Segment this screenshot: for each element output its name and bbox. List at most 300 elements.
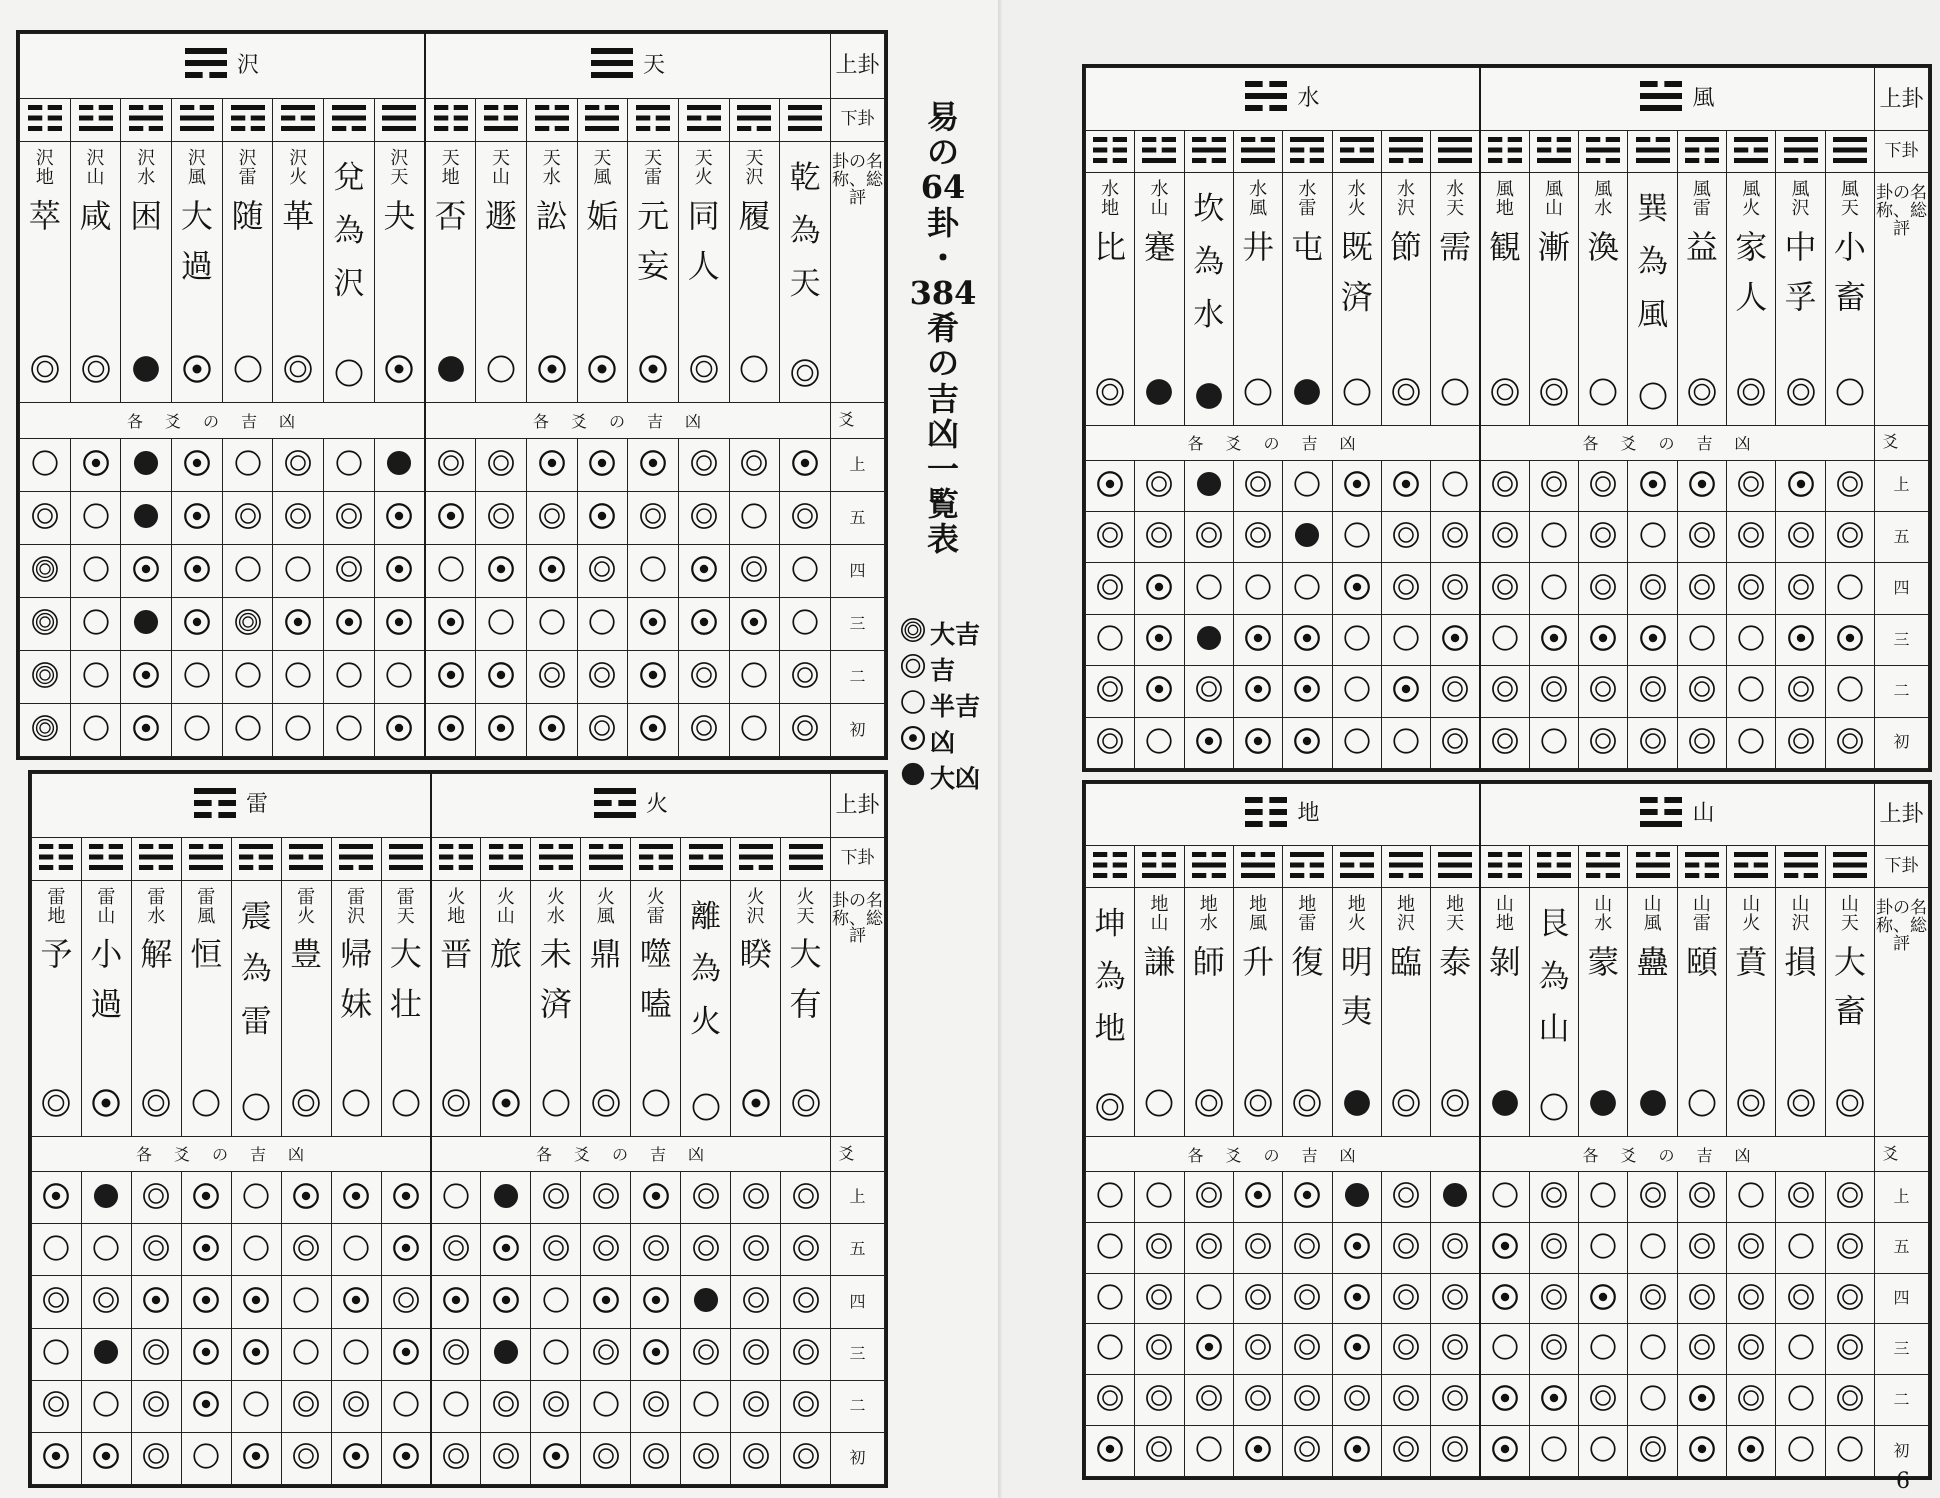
hexagram-name: 訟: [535, 197, 568, 236]
hexagram-cell: [1233, 173, 1282, 425]
trigram-pair-label: 水 沢: [1397, 179, 1416, 220]
kyo-symbol-icon: [385, 555, 413, 583]
kyo-symbol-icon: [1787, 624, 1815, 652]
yao-rating-cell: [1283, 460, 1332, 511]
hankichi-symbol-icon: [1145, 727, 1173, 755]
yao-rating-cell: [1184, 1172, 1233, 1223]
trigram-pair-label: 山 水: [1594, 893, 1613, 934]
hexagram-cell: [1086, 173, 1135, 425]
hexagram-cell: [1431, 173, 1480, 425]
hexagram-name: 豊: [290, 935, 323, 974]
kichi-symbol-icon: [639, 502, 667, 530]
hexagram-name: 師: [1192, 942, 1225, 981]
overall-rating: [1194, 1088, 1224, 1122]
kyo-symbol-icon: [183, 608, 211, 636]
yao-rating-cell: [231, 1432, 281, 1484]
line-label: 五: [831, 491, 885, 544]
kichi-symbol-icon: [292, 1390, 320, 1418]
hankichi-symbol-icon: [292, 1286, 320, 1314]
yao-rating-cell: [231, 1172, 281, 1224]
legend-label: 大凶: [930, 764, 981, 793]
hankichi-symbol-icon: [1836, 573, 1864, 601]
yao-rating-cell: [1184, 460, 1233, 511]
hankichi-symbol-icon: [1491, 624, 1519, 652]
yao-rating-cell: [81, 1328, 131, 1380]
kichi-symbol-icon: [1441, 573, 1469, 601]
hexagram-name: 蒙: [1587, 942, 1620, 981]
overall-rating: [81, 354, 111, 388]
kyo-symbol-icon: [1195, 1333, 1223, 1361]
trigram-pair-label: 雷 火: [297, 886, 316, 927]
yao-rating-cell: [1431, 1273, 1480, 1324]
kichi-symbol-icon: [1095, 1092, 1125, 1122]
legend-label: 半吉: [930, 692, 981, 721]
daikyo-symbol-icon: [1588, 1088, 1618, 1118]
yao-rating-cell: [1480, 717, 1529, 768]
hankichi-symbol-icon: [1144, 1088, 1174, 1118]
hankichi-symbol-icon: [1243, 377, 1273, 407]
trigram-icon: [1245, 81, 1287, 111]
kyo-symbol-icon: [342, 1182, 370, 1210]
daikyo-symbol-icon: [436, 354, 466, 384]
kyo-symbol-icon: [192, 1286, 220, 1314]
yao-rating-cell: [1776, 563, 1825, 614]
yao-rating-cell: [431, 1328, 481, 1380]
hexagram-name: 復: [1291, 942, 1324, 981]
hexagram-name: 遯: [485, 197, 518, 236]
yao-rating-cell: [1480, 614, 1529, 665]
kyo-symbol-icon: [182, 354, 212, 384]
hexagram-name: 賁: [1735, 942, 1768, 981]
kichi-symbol-icon: [1441, 1333, 1469, 1361]
trigram-pair-label: 火 雷: [646, 886, 665, 927]
yao-rating-cell: [1135, 1172, 1184, 1223]
overall-rating: [591, 1088, 621, 1122]
kichi-symbol-icon: [1244, 470, 1272, 498]
kyo-symbol-icon: [385, 502, 413, 530]
yao-rating-cell: [1184, 666, 1233, 717]
kyo-symbol-icon: [1293, 727, 1321, 755]
yao-rating-cell: [481, 1380, 531, 1432]
hexagram-cell: [631, 880, 681, 1136]
kichi-symbol-icon: [1293, 1283, 1321, 1311]
kichi-symbol-icon: [692, 1182, 720, 1210]
trigram-icon: [129, 105, 163, 131]
kichi-symbol-icon: [1343, 1384, 1371, 1412]
yao-rating-cell: [481, 1224, 531, 1276]
kichi-symbol-icon: [1787, 1181, 1815, 1209]
kichi-symbol-icon: [792, 1182, 820, 1210]
yao-header: 各爻の吉凶: [431, 1136, 831, 1172]
yao-rating-cell: [581, 1432, 631, 1484]
line-label: 三: [831, 597, 885, 650]
yao-rating-cell: [1628, 717, 1677, 768]
yao-rating-cell: [1431, 1375, 1480, 1426]
kichi-symbol-icon: [1836, 521, 1864, 549]
kichi-symbol-icon: [642, 1390, 670, 1418]
kyo-symbol-icon: [242, 1442, 270, 1470]
trigram-icon: [1192, 852, 1226, 878]
hankichi-symbol-icon: [82, 502, 110, 530]
yao-rating-cell: [581, 1172, 631, 1224]
yao-rating-cell: [1332, 1426, 1381, 1477]
hexagram-cell: [731, 880, 781, 1136]
hankichi-symbol-icon: [341, 1088, 371, 1118]
kichi-symbol-icon: [690, 714, 718, 742]
hexagram-name: 随: [231, 197, 264, 236]
hankichi-symbol-icon: [1293, 573, 1321, 601]
overall-rating: [691, 1092, 721, 1126]
daikichi-symbol-icon: [31, 608, 59, 636]
kyo-symbol-icon: [385, 608, 413, 636]
hexagram-cell: [1677, 887, 1726, 1137]
yao-rating-cell: [131, 1432, 181, 1484]
hexagram-cell: [81, 880, 131, 1136]
trigram-icon: [1142, 137, 1176, 163]
overall-rating: [391, 1088, 421, 1122]
legend-label: 吉: [930, 656, 956, 685]
yao-rating-cell: [1381, 460, 1430, 511]
hexagram-name: 革: [282, 197, 315, 236]
kichi-symbol-icon: [588, 714, 616, 742]
yao-rating-cell: [273, 597, 324, 650]
trigram-icon: [1636, 852, 1670, 878]
lower-trigram-cell: [1677, 131, 1726, 173]
kichi-symbol-icon: [1737, 573, 1765, 601]
lower-trigram-cell: [577, 99, 628, 142]
yao-rating-cell: [1086, 614, 1135, 665]
yao-rating-cell: [172, 597, 223, 650]
yao-rating-cell: [1135, 1426, 1184, 1477]
trigram-pair-label: 沢 風: [187, 148, 206, 189]
yao-rating-cell: [577, 438, 628, 491]
kyo-symbol-icon: [1244, 1435, 1272, 1463]
yao-rating-cell: [281, 1328, 331, 1380]
yao-rating-cell: [273, 650, 324, 703]
hexagram-cell: [1184, 887, 1233, 1137]
trigram-pair-label: 水 雷: [1298, 179, 1317, 220]
hankichi-symbol-icon: [1687, 1088, 1717, 1118]
yao-rating-cell: [780, 491, 831, 544]
lower-trigram-cell: [1480, 846, 1529, 888]
yao-rating-cell: [1086, 512, 1135, 563]
yao-rating-cell: [1727, 460, 1776, 511]
yao-rating-cell: [374, 491, 425, 544]
kichi-symbol-icon: [1836, 727, 1864, 755]
yao-rating-cell: [1480, 1375, 1529, 1426]
trigram-icon: [1245, 797, 1287, 827]
trigram-pair-label: 沢 山: [86, 148, 105, 189]
kichi-symbol-icon: [142, 1390, 170, 1418]
yao-rating-cell: [20, 650, 71, 703]
kyo-symbol-icon: [183, 555, 211, 583]
trigram-icon: [434, 105, 468, 131]
yao-rating-cell: [1233, 1172, 1282, 1223]
hankichi-symbol-icon: [739, 354, 769, 384]
yao-rating-cell: [231, 1224, 281, 1276]
yao-rating-cell: [581, 1328, 631, 1380]
yao-rating-cell: [1579, 1324, 1628, 1375]
yao-rating-cell: [531, 1432, 581, 1484]
kyo-symbol-icon: [142, 1286, 170, 1314]
yao-rating-cell: [324, 597, 375, 650]
daikyo-symbol-icon: [900, 761, 926, 787]
yao-rating-cell: [1332, 1222, 1381, 1273]
hankichi-symbol-icon: [284, 555, 312, 583]
hankichi-symbol-icon: [192, 1442, 220, 1470]
yao-rating-cell: [222, 703, 273, 756]
yao-rating-cell: [181, 1172, 231, 1224]
kyo-symbol-icon: [1540, 1384, 1568, 1412]
hankichi-symbol-icon: [191, 1088, 221, 1118]
kichi-symbol-icon: [141, 1088, 171, 1118]
yao-rating-cell: [431, 1224, 481, 1276]
hexagram-cell: [481, 880, 531, 1136]
kichi-symbol-icon: [1293, 1232, 1321, 1260]
overall-rating: [541, 1088, 571, 1122]
trigram-icon: [535, 105, 569, 131]
yao-rating-cell: [1184, 1222, 1233, 1273]
yao-rating-cell: [281, 1172, 331, 1224]
hankichi-symbol-icon: [542, 1286, 570, 1314]
trigram-icon: [139, 844, 173, 870]
hankichi-symbol-icon: [1195, 573, 1223, 601]
yao-label: 爻: [831, 402, 885, 438]
yao-header: 各爻の吉凶: [20, 402, 426, 438]
yao-rating-cell: [381, 1172, 431, 1224]
trigram-pair-label: 火 天: [796, 886, 815, 927]
hankichi-symbol-icon: [1639, 1232, 1667, 1260]
kichi-symbol-icon: [1095, 377, 1125, 407]
hankichi-symbol-icon: [1096, 1181, 1124, 1209]
kyo-symbol-icon: [690, 555, 718, 583]
page-number: 6: [1896, 1469, 1910, 1494]
yao-rating-cell: [678, 597, 729, 650]
yao-rating-cell: [628, 438, 679, 491]
hankichi-symbol-icon: [1737, 1181, 1765, 1209]
overall-rating: [131, 354, 161, 388]
yao-rating-cell: [20, 703, 71, 756]
line-label: 初: [1875, 1426, 1929, 1477]
kyo-symbol-icon: [537, 354, 567, 384]
lower-trigram-cell: [1480, 131, 1529, 173]
yao-rating-cell: [181, 1380, 231, 1432]
kyo-symbol-icon: [1392, 470, 1420, 498]
kichi-symbol-icon: [392, 1286, 420, 1314]
kichi-symbol-icon: [1195, 521, 1223, 549]
kichi-symbol-icon: [1392, 1333, 1420, 1361]
trigram-icon: [789, 844, 823, 870]
kyo-symbol-icon: [1244, 624, 1272, 652]
hexagram-name: 家 人: [1735, 227, 1768, 316]
names-label: 卦の名称、総評: [1875, 173, 1929, 425]
kichi-symbol-icon: [1491, 470, 1519, 498]
yao-rating-cell: [32, 1432, 82, 1484]
yao-rating-cell: [780, 703, 831, 756]
kichi-symbol-icon: [487, 449, 515, 477]
yao-rating-cell: [729, 597, 780, 650]
hankichi-symbol-icon: [1491, 1333, 1519, 1361]
kichi-symbol-icon: [1589, 521, 1617, 549]
trigram-icon: [1734, 137, 1768, 163]
hexagram-name: 需: [1439, 227, 1472, 266]
overall-rating: [1736, 1088, 1766, 1122]
upper-trigram-name: 沢: [236, 52, 259, 78]
trigram-icon: [589, 844, 623, 870]
yao-rating-cell: [631, 1380, 681, 1432]
legend-item-daikyo: [900, 759, 1000, 795]
yao-rating-cell: [81, 1276, 131, 1328]
yao-rating-cell: [20, 491, 71, 544]
yao-rating-cell: [1677, 1375, 1726, 1426]
kyo-symbol-icon: [342, 1286, 370, 1314]
yao-rating-cell: [1825, 1375, 1874, 1426]
yao-rating-cell: [1727, 563, 1776, 614]
kyo-symbol-icon: [538, 714, 566, 742]
trigram-icon: [339, 844, 373, 870]
kyo-symbol-icon: [639, 714, 667, 742]
yao-rating-cell: [1579, 614, 1628, 665]
lower-trigram-cell: [481, 838, 531, 881]
overall-rating: [1440, 377, 1470, 411]
daikichi-symbol-icon: [31, 714, 59, 742]
kichi-symbol-icon: [1787, 675, 1815, 703]
kichi-symbol-icon: [41, 1088, 71, 1118]
trigram-pair-label: 火 地: [447, 886, 466, 927]
yao-rating-cell: [1579, 460, 1628, 511]
kichi-symbol-icon: [342, 1390, 370, 1418]
hankichi-symbol-icon: [1096, 624, 1124, 652]
yao-rating-cell: [526, 438, 577, 491]
trigram-pair-label: 地 雷: [1298, 893, 1317, 934]
trigram-icon: [1389, 852, 1423, 878]
yao-rating-cell: [131, 1172, 181, 1224]
kichi-symbol-icon: [1737, 1283, 1765, 1311]
yao-rating-cell: [731, 1224, 781, 1276]
yao-rating-cell: [1727, 1273, 1776, 1324]
kichi-symbol-icon: [1589, 573, 1617, 601]
hankichi-symbol-icon: [342, 1338, 370, 1366]
kyo-symbol-icon: [132, 555, 160, 583]
panel-sui-fu: [1082, 64, 1932, 772]
kichi-symbol-icon: [1639, 573, 1667, 601]
yao-rating-cell: [1283, 563, 1332, 614]
trigram-icon: [1192, 137, 1226, 163]
hankichi-symbol-icon: [1737, 727, 1765, 755]
yao-rating-cell: [729, 491, 780, 544]
trigram-icon: [289, 844, 323, 870]
kyo-symbol-icon: [1293, 675, 1321, 703]
yao-rating-cell: [1381, 1273, 1430, 1324]
yao-rating-cell: [81, 1172, 131, 1224]
hankichi-symbol-icon: [791, 608, 819, 636]
lower-trigram-cell: [381, 838, 431, 881]
kichi-symbol-icon: [591, 1088, 621, 1118]
trigram-icon: [1438, 137, 1472, 163]
kichi-symbol-icon: [1195, 1384, 1223, 1412]
yao-rating-cell: [780, 438, 831, 491]
overall-rating: [233, 354, 263, 388]
hexagram-cell: [729, 142, 780, 402]
kichi-symbol-icon: [1688, 727, 1716, 755]
overall-rating: [91, 1088, 121, 1122]
yao-rating-cell: [273, 491, 324, 544]
kichi-symbol-icon: [1491, 573, 1519, 601]
yao-rating-cell: [381, 1276, 431, 1328]
kyo-symbol-icon: [284, 608, 312, 636]
yao-rating-cell: [172, 650, 223, 703]
hexagram-name: 兌 為 沢: [333, 160, 365, 302]
yao-rating-cell: [1135, 1222, 1184, 1273]
yao-rating-cell: [1332, 614, 1381, 665]
yao-rating-cell: [481, 1276, 531, 1328]
daikichi-symbol-icon: [234, 608, 262, 636]
kyo-symbol-icon: [192, 1182, 220, 1210]
yao-rating-cell: [231, 1380, 281, 1432]
kyo-symbol-icon: [392, 1442, 420, 1470]
hexagram-cell: [1480, 173, 1529, 425]
yao-rating-cell: [281, 1224, 331, 1276]
kyo-symbol-icon: [442, 1286, 470, 1314]
hankichi-symbol-icon: [900, 689, 926, 721]
kyo-symbol-icon: [437, 714, 465, 742]
yao-rating-cell: [731, 1276, 781, 1328]
kichi-symbol-icon: [1145, 1333, 1173, 1361]
kichi-symbol-icon: [1145, 1435, 1173, 1463]
kyo-symbol-icon: [1491, 1232, 1519, 1260]
kichi-symbol-icon: [791, 661, 819, 689]
hankichi-symbol-icon: [1589, 1435, 1617, 1463]
hexagram-name: 恒: [190, 935, 223, 974]
upper-label: 上卦: [831, 34, 885, 99]
yao-rating-cell: [1480, 1172, 1529, 1223]
yao-rating-cell: [1480, 1324, 1529, 1375]
yao-rating-cell: [374, 597, 425, 650]
yao-rating-cell: [222, 438, 273, 491]
yao-rating-cell: [1431, 1222, 1480, 1273]
hankichi-symbol-icon: [1096, 1283, 1124, 1311]
hankichi-symbol-icon: [1491, 1181, 1519, 1209]
overall-rating: [341, 1088, 371, 1122]
kichi-symbol-icon: [1244, 1232, 1272, 1260]
kichi-symbol-icon: [1737, 1333, 1765, 1361]
yao-rating-cell: [1135, 563, 1184, 614]
kichi-symbol-icon: [1441, 1283, 1469, 1311]
kyo-symbol-icon: [1589, 1283, 1617, 1311]
kichi-symbol-icon: [1688, 1333, 1716, 1361]
trigram-pair-label: 山 天: [1840, 893, 1859, 934]
yao-rating-cell: [1135, 717, 1184, 768]
yao-rating-cell: [273, 544, 324, 597]
hexagram-cell: [1332, 173, 1381, 425]
upper-trigram-name: 風: [1692, 85, 1715, 111]
yao-rating-cell: [631, 1172, 681, 1224]
lower-trigram-cell: [281, 838, 331, 881]
yao-rating-cell: [1086, 717, 1135, 768]
yao-rating-cell: [681, 1276, 731, 1328]
kichi-symbol-icon: [1787, 573, 1815, 601]
lower-trigram-cell: [1579, 846, 1628, 888]
lower-trigram-cell: [1184, 131, 1233, 173]
hankichi-symbol-icon: [486, 354, 516, 384]
yao-rating-cell: [729, 703, 780, 756]
kyo-symbol-icon: [1589, 624, 1617, 652]
lower-trigram-cell: [431, 838, 481, 881]
hankichi-symbol-icon: [1343, 727, 1371, 755]
yao-rating-cell: [678, 703, 729, 756]
kichi-symbol-icon: [1688, 675, 1716, 703]
kichi-symbol-icon: [441, 1088, 471, 1118]
